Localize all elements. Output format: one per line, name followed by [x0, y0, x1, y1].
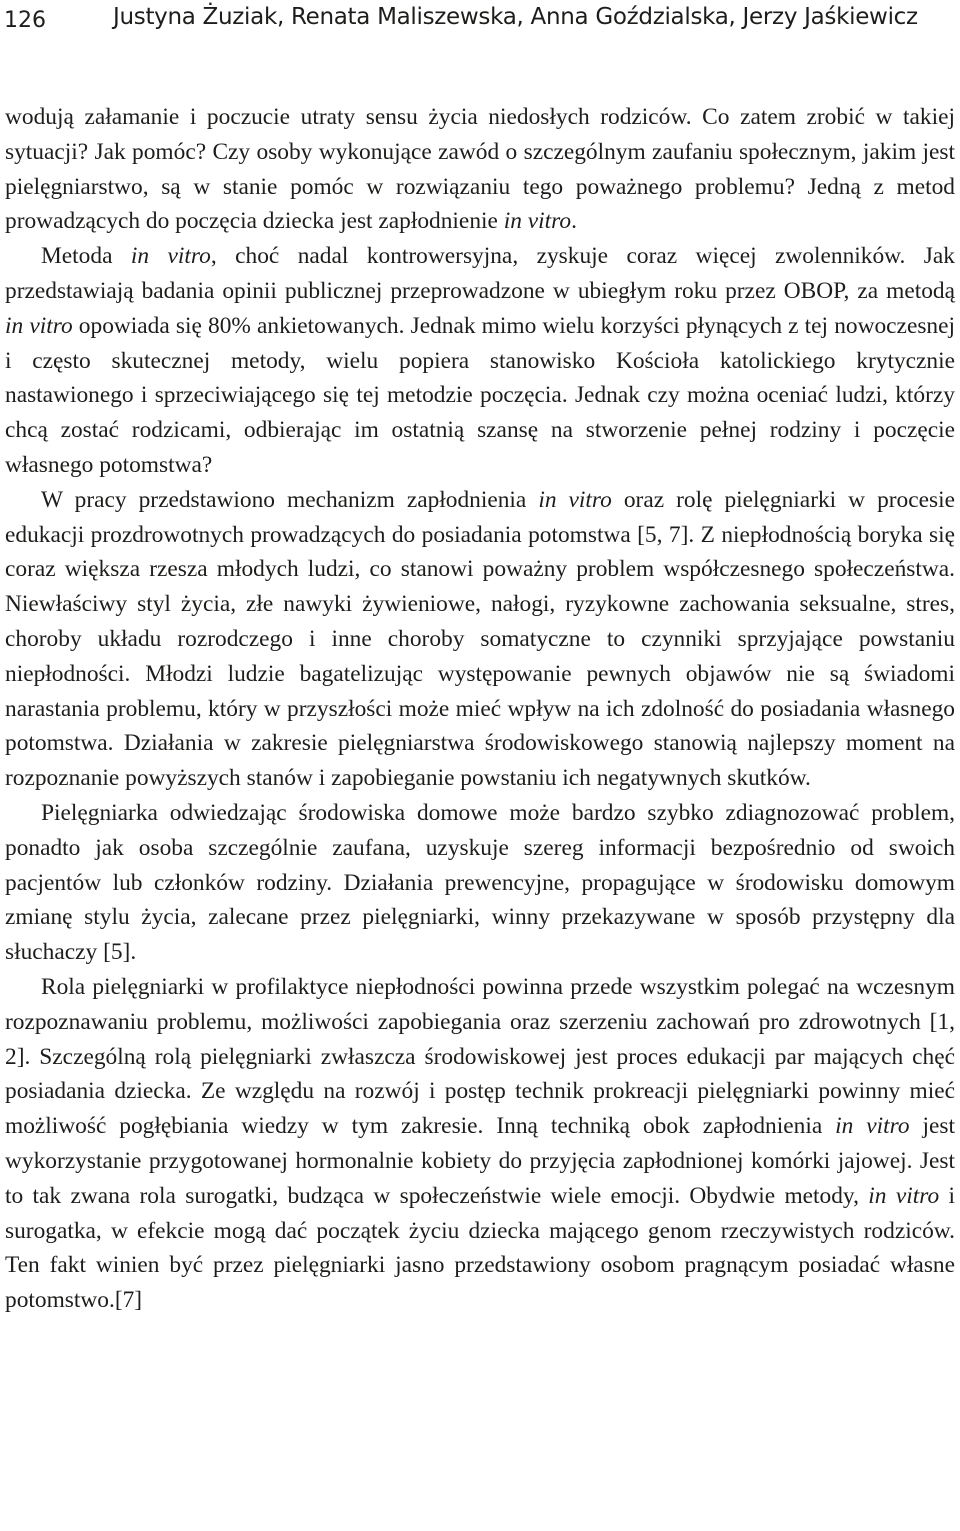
text-run: Rola pielęgniarki w profilaktyce niepłodności powinna przede wszystkim polegać na wczesnym rozpoznawaniu problemu, możliwości zapobiegania oraz szerzeniu zachowań pro zdrowotnych [1, 2]. Szczególną rolą pielęgniarki zwłaszcza środowiskowej jest proces edukacji par mających chęć posiadania dziecka. Ze względu na rozwój i postęp technik prokreacji pielęgniarki powinny mieć możliwość pogłębiania wiedzy w tym zakresie. Inną techniką obok zapłodnienia [5, 973, 955, 1140]
italic-term: in vitro [835, 1113, 910, 1140]
running-head-authors: Justyna Żuziak, Renata Maliszewska, Anna Goździalska, Jerzy Jaśkiewicz [113, 4, 918, 30]
text-run: wodują załamanie i poczucie utraty sensu życia niedosłych rodziców. Co zatem zrobić w takiej sytuacji? Jak pomóc? Czy osoby wykonujące zawód o szczególnym zaufaniu społecznym, jakim jest pielęgniarstwo, są w stanie pomóc w rozwiązaniu tego poważnego problemu? Jedną z metod prowadzących do poczęcia dziecka jest zapłodnienie [5, 104, 955, 235]
text-run: oraz rolę pielęgniarki w procesie edukacji prozdrowotnych prowadzących do posiadania potomstwa [5, 7]. Z niepłodnością boryka się coraz większa rzesza młodych ludzi, co stanowi poważny problem współczesnego społeczeństwa. Niewłaściwy styl życia, złe nawyki żywieniowe, nałogi, ryzykowne zachowania seksualne, stres, choroby układu rozrodczego i inne choroby somatyczne to czynniki sprzyjające powstaniu niepłodności. Młodzi ludzie bagatelizując występowanie pewnych objawów nie są świadomi narastania problemu, który w przyszłości może mieć wpływ na ich zdolność do posiadania własnego potomstwa. Działania w zakresie pielęgniarstwa środowiskowego stanowią najlepszy moment na rozpoznanie powyższych stanów i zapobieganie powstaniu ich negatywnych skutków. [5, 486, 955, 792]
text-run: Pielęgniarka odwiedzając środowiska domowe może bardzo szybko zdiagnozować problem, ponadto jak osoba szczególnie zaufana, uzyskuje szereg informacji bezpośrednio od swoich pacjentów lub członków rodziny. Działania prewencyjne, propagujące w środowisku domowym zmianę stylu życia, zalecane przez pielęgniarki, winny przekazywane w sposób przystępny dla słuchaczy [5]. [5, 799, 955, 966]
italic-term: in vitro [503, 208, 572, 235]
italic-term: in vitro [130, 243, 211, 270]
paragraph [5, 100, 955, 239]
text-run: i surogatka, w efekcie mogą dać początek życiu dziecka mającego genom rzeczywistych rodziców. Ten fakt winien być przez pielęgniarki jasno przedstawiony osobom pragnącym posiadać własne potomstwo.[7] [5, 1182, 955, 1314]
text-run: , choć nadal kontrowersyjna, zyskuje coraz więcej zwolenników. Jak przedstawiają badania opinii publicznej przeprowadzone w ubiegłym roku przez OBOP, za metodą [5, 243, 955, 304]
paragraph [5, 796, 955, 970]
paragraph [5, 483, 955, 796]
paragraph [5, 970, 955, 1318]
page-header [0, 0, 960, 44]
text-run: Metoda [41, 243, 131, 270]
italic-term: in vitro [538, 486, 612, 513]
page-number: 126 [4, 8, 46, 33]
text-run: jest wykorzystanie przygotowanej hormonalnie kobiety do przyjęcia zapłodnionej komórki jajowej. Jest to tak zwana rola surogatki, budząca w społeczeństwie wiele emocji. Obydwie metody, [5, 1113, 955, 1209]
text-run: W pracy przedstawiono mechanizm zapłodnienia [41, 486, 539, 513]
paragraph [5, 239, 955, 483]
article-body [5, 100, 955, 1318]
italic-term: in vitro [868, 1182, 940, 1209]
text-run: opowiada się 80% ankietowanych. Jednak mimo wielu korzyści płynących z tej nowoczesnej i często skutecznej metody, wielu popiera stanowisko Kościoła katolickiego krytycznie nastawionego i sprzeciwiającego się tej metodzie poczęcia. Jednak czy można oceniać ludzi, którzy chcą zostać rodzicami, odbierając im ostatnią szansę na stworzenie pełnej rodziny i poczęcie własnego potomstwa? [5, 312, 956, 478]
italic-term: in vitro [5, 312, 73, 339]
text-run: . [571, 208, 577, 235]
